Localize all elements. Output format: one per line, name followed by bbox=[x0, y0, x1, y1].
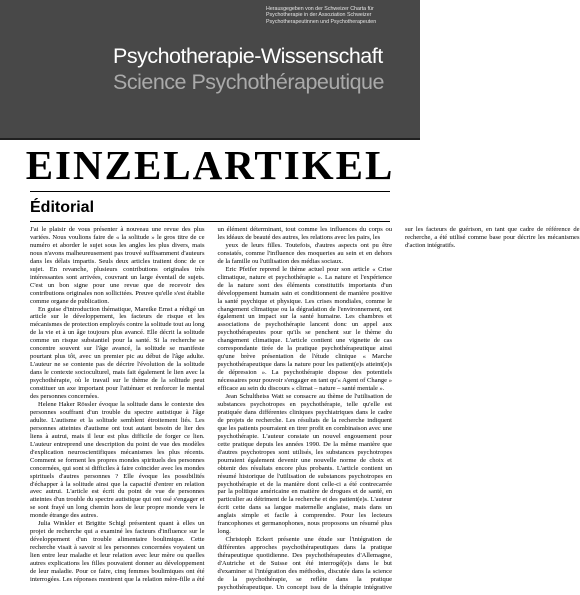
editorial-body bbox=[30, 226, 580, 595]
heading-divider bbox=[30, 191, 390, 192]
paragraph: J'ai le plaisir de vous présenter à nouveau une revue des plus variées. Nous voulions faire de « la solitude » le gros titre de ce numéro et aborder le sujet sous les angles les plus divers, mais nous n'avons malheureusement pas trouvé suffisamment d'auteurs dans les délais impartis. Seuls deux articles traitent donc de ce sujet. En revanche, plusieurs contributions originales très intéressantes sont arrivées, couvrant un large éventail de sujets. C'est un bon signe pour une revue que de recevoir des contributions originales non sollicitées. Preuve qu'elle s'est établie comme organe de publication. bbox=[30, 226, 205, 305]
publisher-note-line: Psychotherapie in der Assoziation Schweizer bbox=[266, 12, 372, 19]
paragraph: yeux de leurs filles. Toutefois, d'autres aspects ont pu être constatés, comme l'influence des moqueries au sein et en dehors de la famille ou l'utilisation des médias sociaux. bbox=[217, 241, 392, 265]
journal-header bbox=[0, 0, 420, 138]
paragraph: Helene Haker Rössler évoque la solitude dans le contexte des personnes souffrant d'un trouble du spectre autistique à l'âge adulte. L'autisme et la solitude semblent étroitement liés. Les personnes atteintes d'autisme ont tout autant besoin de lier des liens à autrui, mais il leur est plus difficile de forger ce lien. L'auteur entreprend une description du point de vue des modèles d'explication neuroscientifiques mécanismes les plus récents. Comment se forment les propres mondes spirituels des personnes concernées, qui sont si difficiles à faire coïncider avec les mondes spirituels d'autres personnes ? Elle évoque les possibilités d'échapper à la solitude ainsi que la capacité d'entrer en relation avec autrui. L'article est écrit du point de vue de personnes atteintes d'un trouble du spectre autistique qui ont osé s'engager et se sont frayé un long chemin hors de leur propre monde vers le monde étrange des autres. bbox=[30, 400, 205, 520]
publisher-note-line: Psychotherapeutinnen und Psychotherapeuten bbox=[266, 18, 377, 25]
header-divider bbox=[0, 138, 420, 140]
paragraph: Christoph Eckert présente une étude sur l'intégration de différentes approches psychothérapeutiques dans la pratique thérapeutique quotidienne. Des psychothérapeutes d'Allemagne, d'Autriche et de Suisse ont été interrogé(e)s dans le but d'examiner si l'intégration des méthodes, discutée dans la science de la psychothérapie, se reflète dans la pratique psychothérapeutique. Un concept issu de la thérapie intégrative sur les facteurs de guérison, en tant que cadre de référence de recherche, a été utilisé comme base pour décrire les mécanismes d'action intégratifs. bbox=[217, 226, 580, 591]
publisher-note bbox=[266, 6, 412, 25]
section-divider bbox=[30, 221, 390, 222]
publisher-note-line: Herausgegeben von der Schweizer Charta für bbox=[266, 6, 374, 12]
paragraph: Jean Schultheiss Watt se consacre au thème de l'utilisation de substances psychotropes en psychothérapie, telle qu'elle est pratiquée dans différentes cliniques psychiatriques dans le cadre de projets de recherche. Les résultats de la recherche indiquent que les patients pourraient en tirer profit en combinaison avec une psychothérapie. L'auteur constate un nouvel engouement pour cette pratique depuis les années 1990. De la même manière que d'autres psychotropes sont utilisés, les substances psychotropes pourraient également devenir une nouvelle norme de choix et obtenir des résultats encore plus probants. L'article contient un résumé historique de l'utilisation de substances psychotropes en psychothérapie et de la manière dont celle-ci a été contrecarrée par la politique américaine en matière de drogues et de santé, en particulier au détriment de la recherche et des patient(e)s. L'auteur écrit cette dans sa langue maternelle anglaise, mais dans un anglais simple et facile à comprendre. Pour les lecteurs francophones et germanophones, nous proposons un résumé plus long. bbox=[217, 393, 392, 536]
paragraph: En guise d'introduction thématique, Mareike Ernst a rédigé un article sur le développement, les facteurs de risque et les mécanismes de protection employés contre la solitude tout au long de la vie et à un âge toujours plus avancé. Elle décrit la solitude comme un risque substantiel pour la santé. Si la recherche se concentre souvent sur l'âge avancé, la solitude se manifeste pourtant plus tôt, avec un premier pic au début de l'âge adulte. L'auteur ne se contente pas de décrire l'évolution de la solitude dans le contexte socioculturel, mais fait également le lien avec la psychothérapie, où le travail sur le thème de la solitude peut constituer un axe important pour l'atténuer et renforcer le mental des personnes concernées. bbox=[30, 305, 205, 401]
journal-title-french: Science Psychothérapeutique bbox=[113, 70, 384, 94]
paragraph: Julia Winkler et Brigitte Schigl présentent quant à elles un projet de recherche qui a examiné les facteurs d'influence sur le développement d'un trouble alimentaire boulimique. Cette recherche visait à savoir si les personnes concernées voyaient un lien entre leur maladie et leur relation avec leur mère ou quelles autres explications les filles pouvaient donner au développement de leur maladie. Pour ce faire, cinq femmes boulimiques ont été interrogées. Les réponses montrent que la relation mère-fille a été un élément déterminant, tout comme les influences du corps ou les idéaux de beauté des autres, les relations avec les pairs, les bbox=[30, 226, 392, 583]
article-type-heading: EINZELARTIKEL bbox=[25, 142, 395, 188]
paragraph: Eric Pfeifer reprend le thème actuel pour son article « Crise climatique, nature et psychothérapie ». La nature et l'expérience de la nature sont des éléments constitutifs importants d'un développement humain sain et conditionnent de manière positive la santé psychique et physique. Les crises mondiales, comme le changement climatique ou la dégradation de l'environnement, ont également un impact sur la santé humaine. Les chambres et associations de psychothérapie lancent donc un appel aux psychothérapeutes pour qu'ils se penchent sur le thème du changement climatique. L'article contient une vignette de cas correspondante tirée de la pratique psychothérapeutique ainsi qu'une brève présentation de l'étude clinique « Marche psychothérapeutique dans la nature pour les patient(e)s atteint(e)s de dépression ». La psychothérapie dispose des potentiels nécessaires pour pouvoir s'engager en tant qu'« Agent of Change » efficace au sein du discours « climat – nature – santé mentale ». bbox=[217, 265, 392, 393]
journal-title-german: Psychotherapie-Wissenschaft bbox=[113, 44, 383, 68]
section-title: Éditorial bbox=[30, 199, 95, 216]
